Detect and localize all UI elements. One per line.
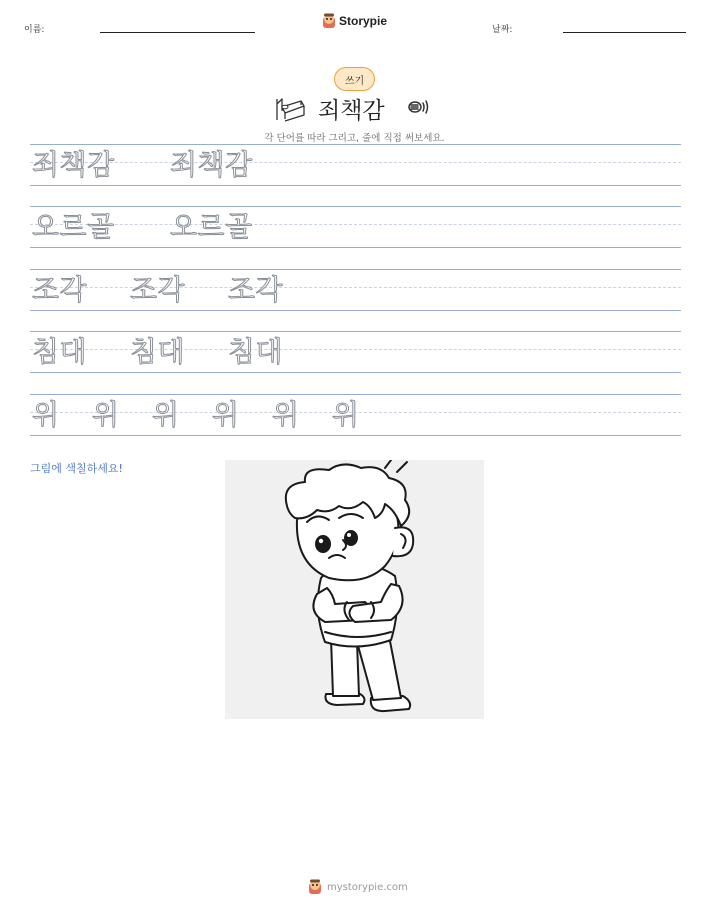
practice-row[interactable] xyxy=(30,206,681,248)
trace-word: 침대 xyxy=(130,335,186,368)
practice-row[interactable] xyxy=(30,144,681,186)
storypie-logo-icon xyxy=(308,879,322,895)
date-label: 날짜: xyxy=(492,25,513,35)
guide-line-bottom xyxy=(30,372,681,373)
writing-badge: 쓰기 xyxy=(334,67,375,91)
guide-line-top xyxy=(30,331,681,332)
trace-word: 죄책감 xyxy=(170,148,253,181)
name-field-line[interactable] xyxy=(100,32,255,33)
title-row xyxy=(0,92,709,126)
trace-word: 오르골 xyxy=(32,210,115,243)
footer xyxy=(308,879,408,895)
practice-row[interactable] xyxy=(30,269,681,311)
guide-line-bottom xyxy=(30,247,681,248)
trace-word: 위 xyxy=(152,398,180,431)
instructions: 각 단어를 따라 그리고, 줄에 직접 써보세요. xyxy=(264,133,445,144)
guide-line-bottom xyxy=(30,435,681,436)
name-label: 이름: xyxy=(24,25,45,35)
speaker-icon[interactable] xyxy=(406,97,432,117)
trace-word: 침대 xyxy=(32,335,88,368)
practice-row[interactable] xyxy=(30,331,681,373)
guide-line-bottom xyxy=(30,185,681,186)
trace-word: 오르골 xyxy=(170,210,253,243)
bed-icon xyxy=(273,93,307,123)
trace-word: 위 xyxy=(32,398,60,431)
trace-word: 조각 xyxy=(228,273,284,306)
date-field-line[interactable] xyxy=(563,32,686,33)
guide-line-top xyxy=(30,269,681,270)
practice-row[interactable] xyxy=(30,394,681,436)
coloring-illustration[interactable] xyxy=(225,460,484,719)
trace-word: 위 xyxy=(212,398,240,431)
trace-word: 침대 xyxy=(228,335,284,368)
trace-word: 위 xyxy=(272,398,300,431)
coloring-prompt: 그림에 색칠하세요! xyxy=(30,462,123,475)
trace-word: 조각 xyxy=(130,273,186,306)
brand xyxy=(322,13,387,29)
trace-word: 위 xyxy=(92,398,120,431)
guide-line-top xyxy=(30,206,681,207)
guide-line-top xyxy=(30,394,681,395)
trace-word: 조각 xyxy=(32,273,88,306)
footer-site[interactable]: mystorypie.com xyxy=(327,881,408,893)
guide-line-bottom xyxy=(30,310,681,311)
guilty-boy-illustration xyxy=(225,460,484,719)
page-title: 죄책감 xyxy=(318,98,385,124)
trace-word: 죄책감 xyxy=(32,148,115,181)
guide-line-top xyxy=(30,144,681,145)
trace-word: 위 xyxy=(332,398,360,431)
brand-name: Storypie xyxy=(339,14,388,28)
storypie-logo-icon xyxy=(322,13,336,29)
